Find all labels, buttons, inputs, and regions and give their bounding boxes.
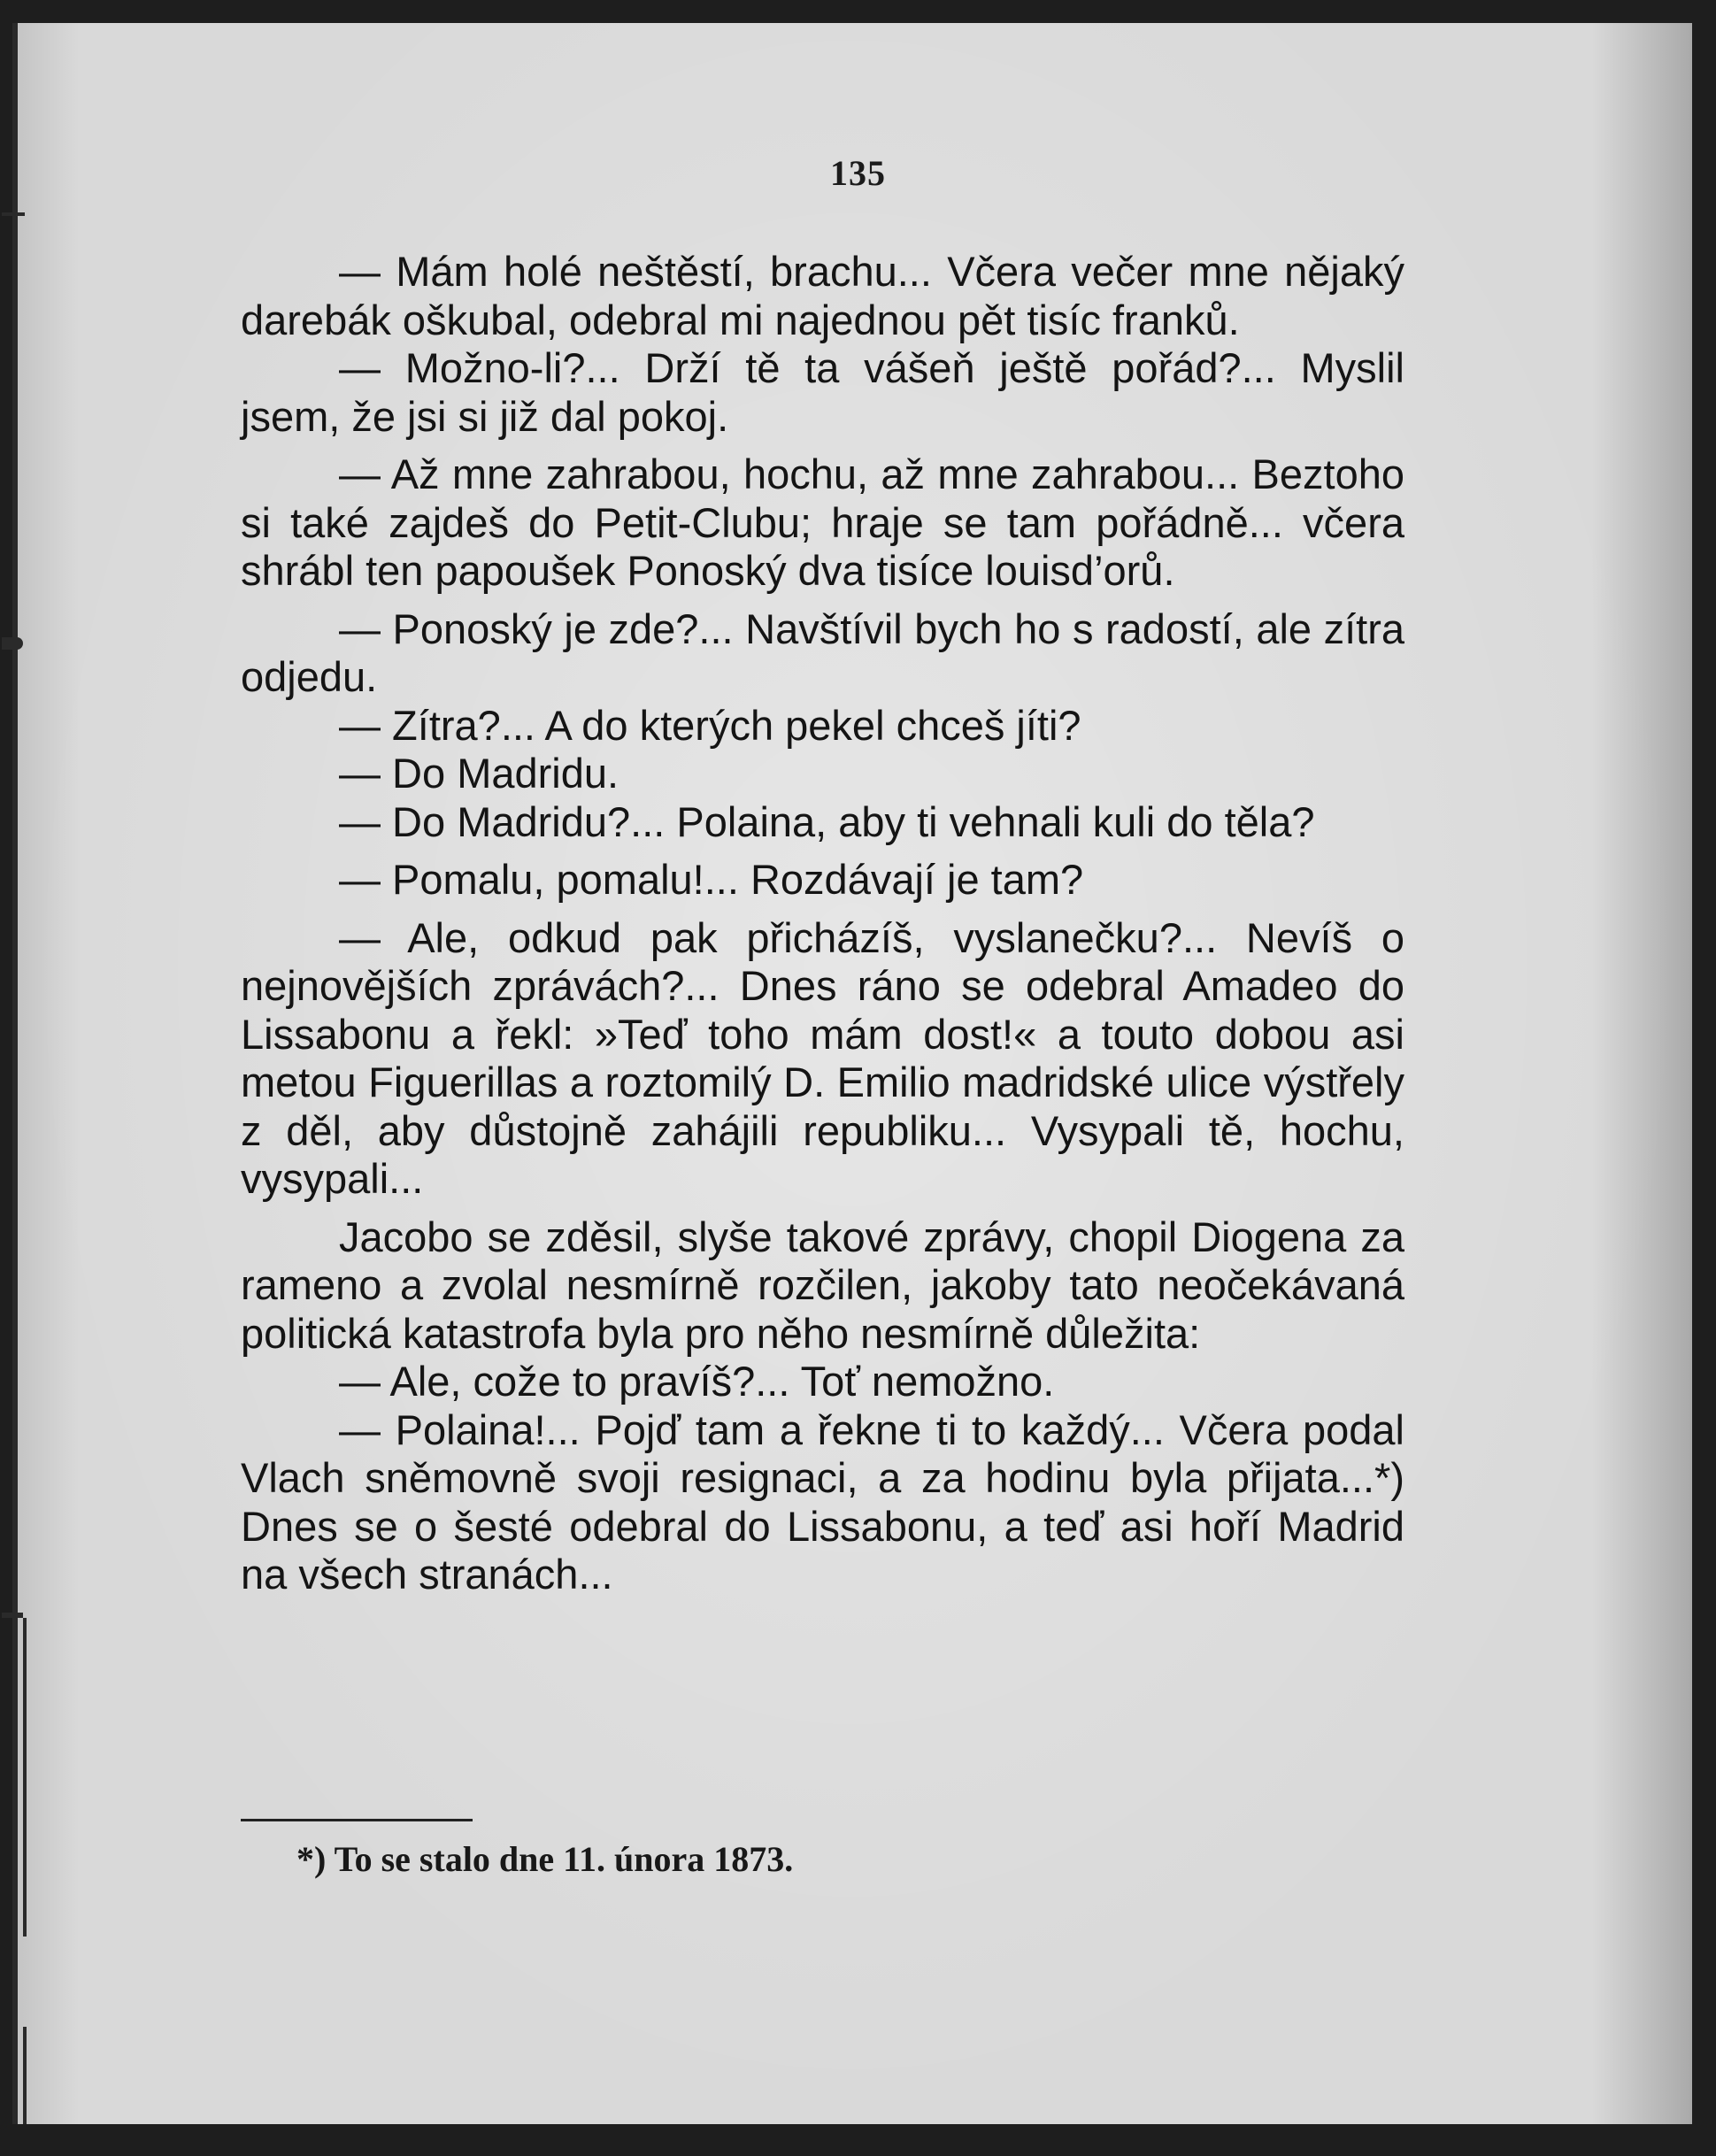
- paragraph: — Možno-li?... Drží tě ta vášeň ještě pořád?... Myslil jsem, že jsi si již dal pokoj.: [241, 344, 1404, 440]
- margin-mark: [2, 212, 25, 216]
- margin-mark: [23, 2027, 27, 2124]
- paragraph: — Zítra?... A do kterých pekel chceš jíti?: [339, 701, 1081, 749]
- footnote: *) To se stalo dne 11. února 1873.: [296, 1839, 794, 1879]
- paragraph: — Až mne zahrabou, hochu, až mne zahrabou... Beztoho si také zajdeš do Petit-Clubu; hraje se tam pořádně... včera shrábl ten papoušek Ponoský dva tisíce louisd’orů.: [241, 450, 1404, 594]
- footnote-rule: [241, 1819, 473, 1821]
- main-text: [241, 248, 1404, 1599]
- paragraph: — Do Madridu.: [339, 750, 619, 797]
- paragraph: — Ponoský je zde?... Navštívil bych ho s radostí, ale zítra odjedu.: [241, 604, 1404, 700]
- paragraph: — Ale, cože to pravíš?... Toť nemožno.: [339, 1358, 1055, 1405]
- paragraph: — Mám holé neštěstí, brachu... Včera večer mne nějaký darebák oškubal, odebral mi najednou pět tisíc franků.: [241, 248, 1404, 343]
- margin-mark: [2, 1613, 23, 1618]
- paragraph: — Polaina!... Pojď tam a řekne ti to každý... Včera podal Vlach sněmovně svoji resignaci, a za hodinu byla přijata...*) Dnes se o šesté odebral do Lissabonu, a teď asi hoří Madrid na všech stranách...: [241, 1405, 1404, 1598]
- paragraph: — Pomalu, pomalu!... Rozdávají je tam?: [339, 856, 1084, 903]
- page-number: 135: [830, 153, 886, 193]
- margin-mark: [23, 1618, 27, 1937]
- paragraph: — Do Madridu?... Polaina, aby ti vehnali kuli do těla?: [339, 797, 1315, 845]
- page-binding-edge: [12, 23, 18, 2124]
- paragraph: — Ale, odkud pak přicházíš, vyslanečku?... Nevíš o nejnovějších zprávách?... Dnes ráno se odebral Amadeo do Lissabonu a řekl: »Teď toho mám dost!« a touto dobou asi metou Figuerillas a roztomilý D. Emilio madridské ulice výstřely z děl, aby důstojně zahájili republiku... Vysypali tě, hochu, vysypali...: [241, 913, 1404, 1202]
- paragraph: Jacobo se zděsil, slyše takové zprávy, chopil Diogena za rameno a zvolal nesmírně rozčilen, jakoby tato neočekávaná politická katastrofa byla pro něho nesmírně důležita:: [241, 1213, 1404, 1357]
- margin-mark: [2, 637, 23, 650]
